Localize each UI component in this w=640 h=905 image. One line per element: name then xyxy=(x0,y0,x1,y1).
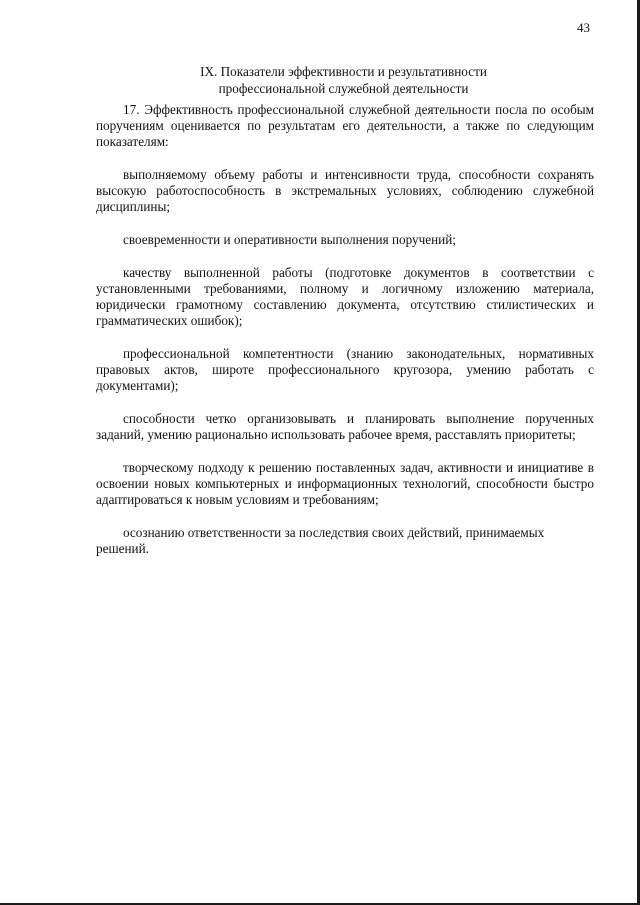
paragraph-competence: профессиональной компетентности (знанию законодательных, нормативных правовых актов, широте профессионального кругозора, умению работать с документами); xyxy=(96,346,594,393)
section-title xyxy=(96,63,591,97)
paragraph-workload: выполняемому объему работы и интенсивности труда, способности сохранять высокую работоспособность в экстремальных условиях, соблюдению служебной дисциплины; xyxy=(96,167,594,214)
paragraph-responsibility: осознанию ответственности за последствия своих действий, принимаемых решений. xyxy=(96,525,545,556)
paragraph-timeliness: своевременности и оперативности выполнения поручений; xyxy=(123,232,456,247)
paragraph-17-intro: 17. Эффективность профессиональной служебной деятельности посла по особым поручениям оценивается по результатам его деятельности, а также по следующим показателям: xyxy=(96,102,594,149)
page-number: 43 xyxy=(577,20,590,35)
section-title-line-2: профессиональной служебной деятельности xyxy=(218,81,469,96)
paragraph-quality: качеству выполненной работы (подготовке документов в соответствии с установленными требованиями, полному и логичному изложению материала, юридически грамотному составлению документа, отсутствию стилистических и грамматических ошибок); xyxy=(96,265,594,328)
document-body xyxy=(96,102,594,574)
paragraph-organization: способности четко организовывать и планировать выполнение порученных заданий, умению рационально использовать рабочее время, расставлять приоритеты; xyxy=(96,411,594,442)
section-title-line-1: IX. Показатели эффективности и результативности xyxy=(200,64,487,79)
paragraph-creativity: творческому подходу к решению поставленных задач, активности и инициативе в освоении новых компьютерных и информационных технологий, способности быстро адаптироваться к новым условиям и требованиям; xyxy=(96,460,594,507)
